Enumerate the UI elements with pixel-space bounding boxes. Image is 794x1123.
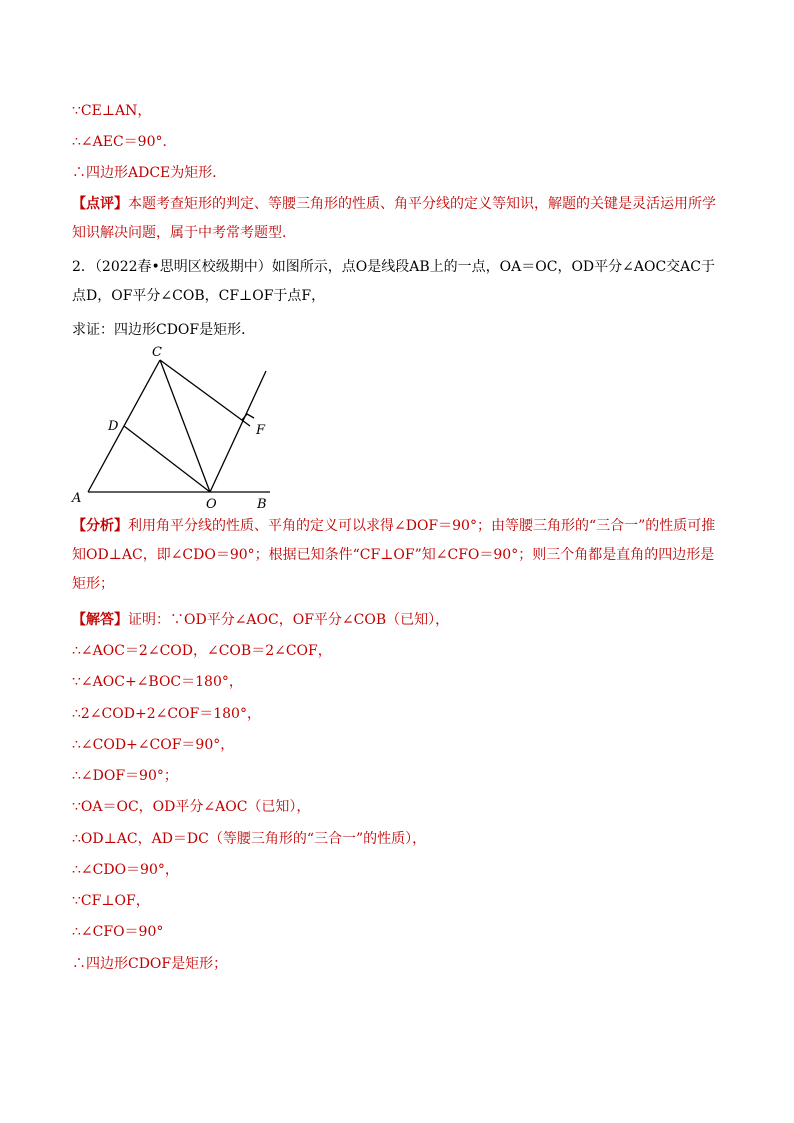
solution-tag: 【解答】 <box>72 612 128 628</box>
label-c: C <box>152 345 162 360</box>
proof-line-3: ∴四边形ADCE为矩形． <box>72 165 227 181</box>
analysis-paragraph <box>72 512 727 599</box>
label-f: F <box>256 423 266 438</box>
geometry-figure <box>60 338 290 513</box>
label-a: A <box>72 491 82 506</box>
solution-line: ∴∠DOF＝90°； <box>72 768 178 784</box>
proof-line-1: ∵CE⊥AN， <box>72 103 152 119</box>
solution-line: ∴∠CFO＝90° <box>72 924 164 940</box>
solution-line: ∴∠CDO＝90°， <box>72 862 179 878</box>
solution-line: ∴∠COD+∠COF＝90°， <box>72 737 235 753</box>
solution-first-line <box>72 610 449 630</box>
analysis-tag: 【分析】 <box>72 518 128 534</box>
solution-line: ∵∠AOC+∠BOC＝180°， <box>72 674 243 690</box>
problem-text: 如图所示，点O是线段AB上的一点，OA＝OC，OD平分∠AOC交AC于点D，OF平分∠COB，CF⊥OF于点F， <box>72 259 716 304</box>
problem-number-source: 2．（2022春•思明区校级期中） <box>72 259 272 275</box>
label-b: B <box>257 497 267 512</box>
review-tag: 【点评】 <box>72 196 128 212</box>
solution-line: ∵OA＝OC，OD平分∠AOC（已知）， <box>72 799 311 815</box>
analysis-text: 利用角平分线的性质、平角的定义可以求得∠DOF＝90°；由等腰三角形的“三合一”的性质可推知OD⊥AC，即∠CDO＝90°；根据已知条件“CF⊥OF”知∠CFO＝90°；则三个角都是直角的四边形是矩形； <box>72 518 716 592</box>
solution-first-text: 证明：∵OD平分∠AOC，OF平分∠COB（已知）， <box>128 612 450 628</box>
solution-line: ∵CF⊥OF， <box>72 893 150 909</box>
review-paragraph <box>72 190 727 248</box>
solution-line: ∴2∠COD+2∠COF＝180°， <box>72 706 261 722</box>
proof-line-2: ∴∠AEC＝90°． <box>72 134 177 150</box>
review-text: 本题考查矩形的判定、等腰三角形的性质、角平分线的定义等知识，解题的关键是灵活运用所学知识解决问题，属于中考常考题型． <box>72 196 716 241</box>
solution-line: ∴∠AOC＝2∠COD，∠COB＝2∠COF， <box>72 643 332 659</box>
label-d: D <box>108 419 119 434</box>
solution-line: ∴OD⊥AC，AD＝DC（等腰三角形的“三合一”的性质）， <box>72 831 427 847</box>
problem-paragraph <box>72 253 727 311</box>
solution-line: ∴四边形CDOF是矩形； <box>72 956 228 972</box>
label-o: O <box>206 497 217 512</box>
segment-cf <box>160 360 250 426</box>
prove-statement: 求证：四边形CDOF是矩形． <box>72 322 256 338</box>
